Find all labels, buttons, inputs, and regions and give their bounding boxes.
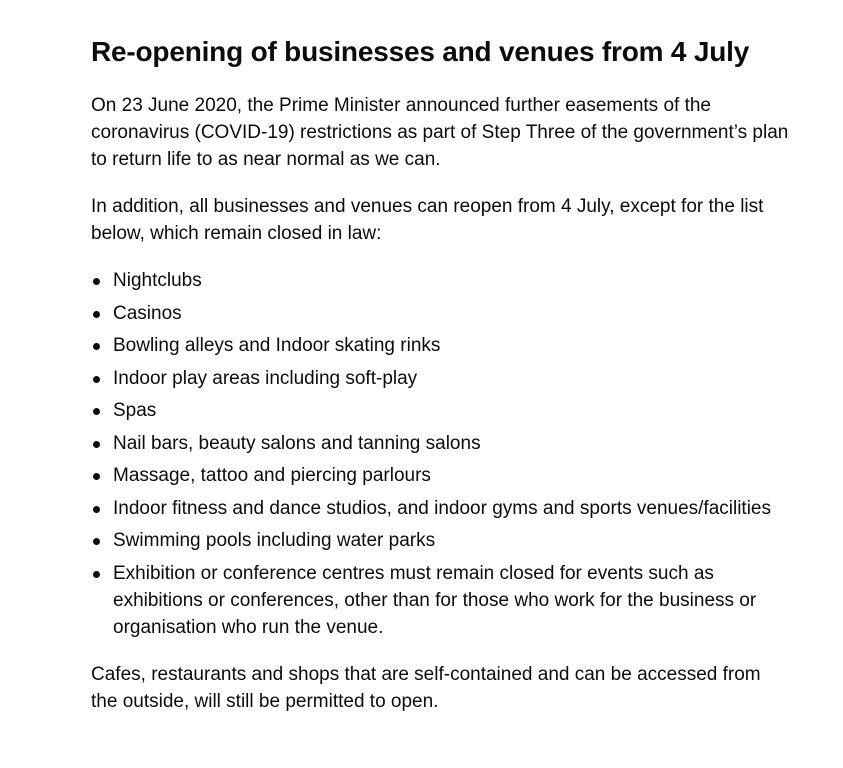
list-item (113, 495, 791, 522)
bullet-icon (93, 376, 100, 383)
list-item-text: Nail bars, beauty salons and tanning salons (113, 432, 481, 454)
list-item (113, 527, 791, 554)
list-item (113, 560, 791, 641)
list-item (113, 397, 791, 424)
list-item-text: Casinos (113, 302, 182, 324)
closing-paragraph: Cafes, restaurants and shops that are self-contained and can be accessed from the outside, will still be permitted to open. (91, 663, 761, 712)
list-item (113, 365, 791, 392)
bullet-icon (93, 506, 100, 513)
intro-paragraph: On 23 June 2020, the Prime Minister announced further easements of the coronavirus (COVID-19) restrictions as part of Step Three of the government’s plan to return life to as near normal as we can. (91, 95, 789, 170)
list-item-text: Exhibition or conference centres must remain closed for events such as exhibitions or conferences, other than for those who work for the business or organisation who run the venue. (113, 562, 757, 638)
bullet-icon (93, 571, 100, 578)
list-item-text: Spas (113, 400, 157, 421)
addition-paragraph: In addition, all businesses and venues can reopen from 4 July, except for the list below, which remain closed in law: (91, 196, 764, 244)
bullet-icon (93, 278, 100, 285)
article-content (91, 30, 791, 735)
bullet-icon (93, 343, 100, 350)
bullet-icon (93, 408, 100, 415)
bullet-icon (93, 311, 100, 318)
list-item-text: Indoor play areas including soft-play (113, 367, 418, 389)
bullet-icon (93, 473, 100, 480)
list-item-text: Indoor fitness and dance studios, and indoor gyms and sports venues/facilities (113, 497, 771, 519)
list-item (113, 430, 791, 457)
closed-venues-list (91, 267, 791, 641)
list-item-text: Nightclubs (113, 270, 202, 291)
bullet-icon (93, 441, 100, 448)
list-item (113, 332, 791, 359)
list-item-text: Bowling alleys and Indoor skating rinks (113, 335, 441, 356)
list-item (113, 462, 791, 489)
page-heading: Re-opening of businesses and venues from 4 July (91, 36, 750, 67)
list-item (113, 300, 791, 327)
list-item (113, 267, 791, 294)
list-item-text: Massage, tattoo and piercing parlours (113, 465, 431, 486)
bullet-icon (93, 538, 100, 545)
list-item-text: Swimming pools including water parks (113, 530, 436, 551)
